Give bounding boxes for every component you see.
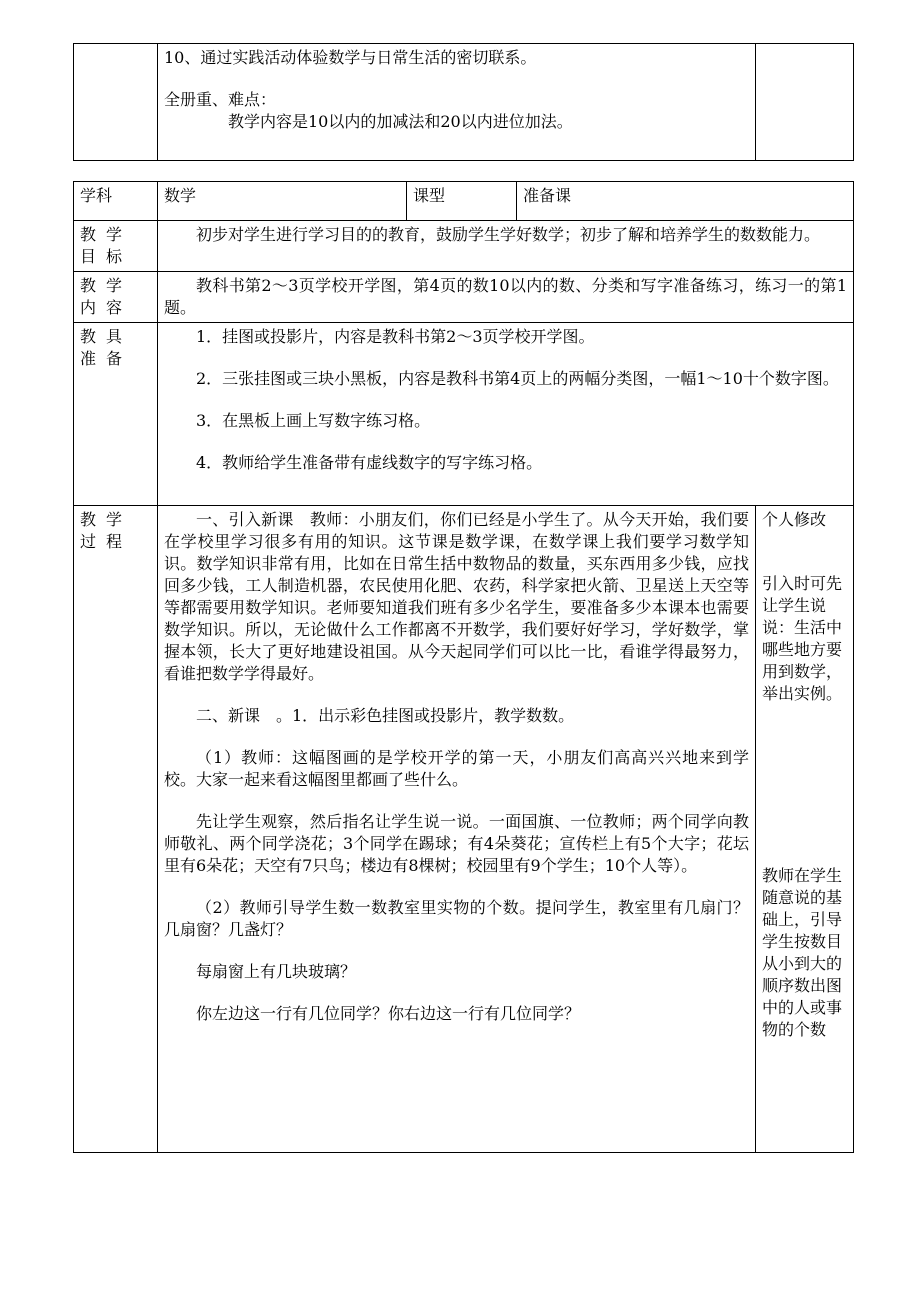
goal-line: 10、通过实践活动体验数学与日常生活的密切联系。 [164, 48, 537, 67]
top-left-cell [74, 44, 158, 161]
process-paragraph: 先让学生观察，然后指名让学生说一说。一面国旗、一位教师；两个同学向教师敬礼、两个同学浇花；3个同学在踢球；有4朵葵花；宣传栏上有5个大字；花坛里有6朵花；天空有7只鸟；楼边有8棵树；校园里有9个学生；10个人等）。 [164, 812, 749, 875]
tools-label: 教具准备 [74, 323, 158, 506]
top-right-cell [756, 44, 854, 161]
top-table [73, 43, 854, 161]
process-paragraph: （1）教师：这幅图画的是学校开学的第一天，小朋友们高高兴兴地来到学校。大家一起来看这幅图里都画了些什么。 [164, 748, 749, 789]
process-cell [158, 506, 756, 1153]
lesson-plan-table [73, 181, 854, 1153]
type-label: 课型 [407, 182, 517, 221]
key-points-heading: 全册重、难点： [164, 90, 277, 109]
tools-cell [158, 323, 854, 506]
header-row [74, 182, 854, 221]
tools-item: 3．在黑板上画上写数字练习格。 [196, 411, 431, 430]
top-row [74, 44, 854, 161]
revision-title: 个人修改 [762, 510, 827, 529]
revision-cell [756, 506, 854, 1153]
process-paragraph: 你左边这一行有几位同学？你右边这一行有几位同学？ [196, 1004, 581, 1023]
revision-note: 引入时可先让学生说说：生活中哪些地方要用到数学，举出实例。 [762, 574, 843, 703]
process-label: 教学过程 [74, 506, 158, 1153]
content-text: 教科书第2～3页学校开学图，第4页的数10以内的数、分类和写字准备练习，练习一的第1题。 [158, 272, 854, 323]
objective-text: 初步对学生进行学习目的的教育，鼓励学生学好数学；初步了解和培养学生的数数能力。 [158, 221, 854, 272]
objective-row [74, 221, 854, 272]
key-points-text: 教学内容是10以内的加减法和20以内进位加法。 [228, 112, 573, 131]
top-content-cell [158, 44, 756, 161]
type-value: 准备课 [517, 182, 854, 221]
tools-item: 2．三张挂图或三块小黑板，内容是教科书第4页上的两幅分类图，一幅1～10十个数字图。 [196, 369, 839, 388]
objective-label: 教学目标 [74, 221, 158, 272]
tools-row [74, 323, 854, 506]
tools-item: 1．挂图或投影片，内容是教科书第2～3页学校开学图。 [196, 327, 595, 346]
process-row [74, 506, 854, 1153]
process-paragraph: 二、新课 。1．出示彩色挂图或投影片，教学数数。 [196, 706, 575, 725]
content-label: 教学内容 [74, 272, 158, 323]
content-row [74, 272, 854, 323]
subject-value: 数学 [158, 182, 407, 221]
process-paragraph: （2）教师引导学生数一数教室里实物的个数。提问学生，教室里有几扇门？几扇窗？几盏灯？ [164, 898, 749, 939]
tools-item: 4．教师给学生准备带有虚线数字的写字练习格。 [196, 453, 543, 472]
subject-label: 学科 [74, 182, 158, 221]
revision-note: 教师在学生随意说的基础上，引导学生按数目从小到大的顺序数出图中的人或事物的个数 [762, 866, 843, 1039]
process-paragraph: 一、引入新课 教师：小朋友们，你们已经是小学生了。从今天开始，我们要在学校里学习很多有用的知识。这节课是数学课，在数学课上我们要学习数学知识。数学知识非常有用，比如在日常生括中数物品的数量，买东西用多少钱，应找回多少钱，工人制造机器，农民使用化肥、农药，科学家把火箭、卫星送上天空等等都需要用数学知识。老师要知道我们班有多少名学生，要准备多少本课本也需要数学知识。所以，无论做什么工作都离不开数学，我们要好好学习，学好数学，掌握本领，长大了更好地建设祖国。从今天起同学们可以比一比，看谁学得最努力，看谁把数学学得最好。 [164, 510, 749, 683]
process-paragraph: 每扇窗上有几块玻璃？ [196, 962, 357, 981]
